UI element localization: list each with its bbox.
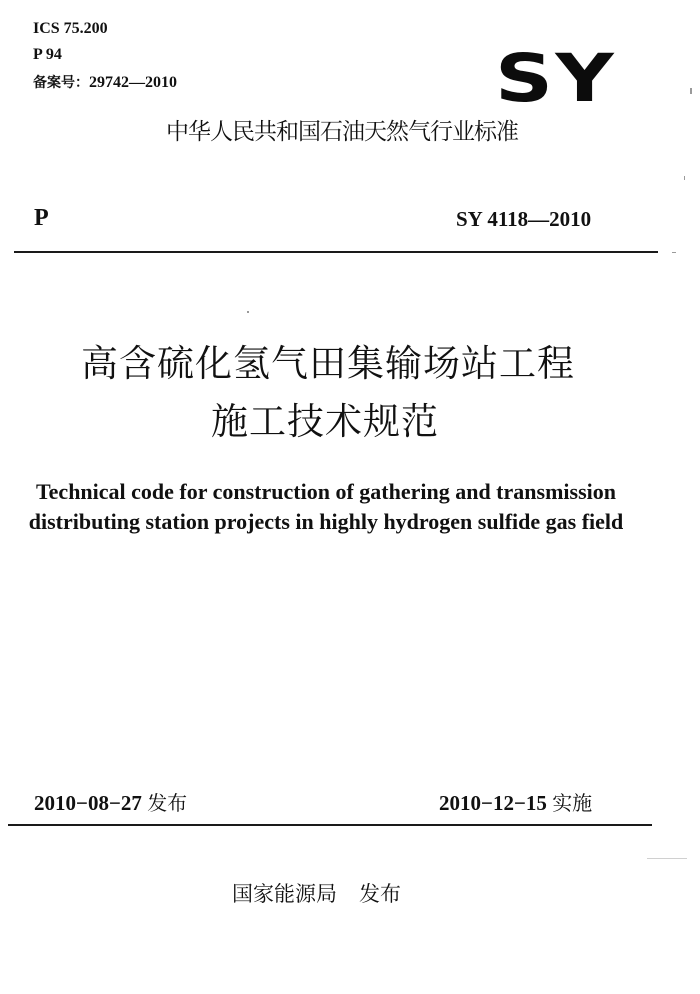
scan-speck xyxy=(690,88,692,94)
industry-standard-title: 中华人民共和国石油天然气行业标准 xyxy=(166,119,518,145)
filing-number: 29742—2010 xyxy=(89,74,177,91)
english-title-line-1: Technical code for construction of gathering and transmission xyxy=(36,479,616,504)
category-code: P xyxy=(34,205,49,231)
issue-date xyxy=(34,790,187,816)
filing-number-line xyxy=(33,74,177,92)
english-title-line-2: distributing station projects in highly hydrogen sulfide gas field xyxy=(28,509,624,534)
top-divider xyxy=(14,251,658,253)
scan-speck xyxy=(684,176,685,180)
issuer-action: 发布 xyxy=(359,882,401,906)
issue-label: 发布 xyxy=(147,791,188,815)
issuer-name: 国家能源局 xyxy=(232,882,337,906)
scan-speck xyxy=(647,858,687,859)
p-code: P 94 xyxy=(33,46,62,63)
sy-logo: SY xyxy=(495,40,617,117)
implement-date-value: 2010−12−15 xyxy=(439,791,547,815)
implement-date xyxy=(439,790,592,816)
scan-speck xyxy=(247,311,249,313)
scan-speck xyxy=(672,252,676,253)
issue-date-value: 2010−08−27 xyxy=(34,791,142,815)
filing-label: 备案号： xyxy=(33,75,89,91)
implement-label: 实施 xyxy=(552,791,593,815)
bottom-divider xyxy=(8,824,652,826)
chinese-title-line-1: 高含硫化氢气田集输场站工程 xyxy=(81,342,575,385)
chinese-title-line-2: 施工技术规范 xyxy=(211,400,439,443)
standard-number: SY 4118—2010 xyxy=(456,207,592,231)
ics-code: ICS 75.200 xyxy=(33,20,108,37)
issuer xyxy=(232,880,401,908)
